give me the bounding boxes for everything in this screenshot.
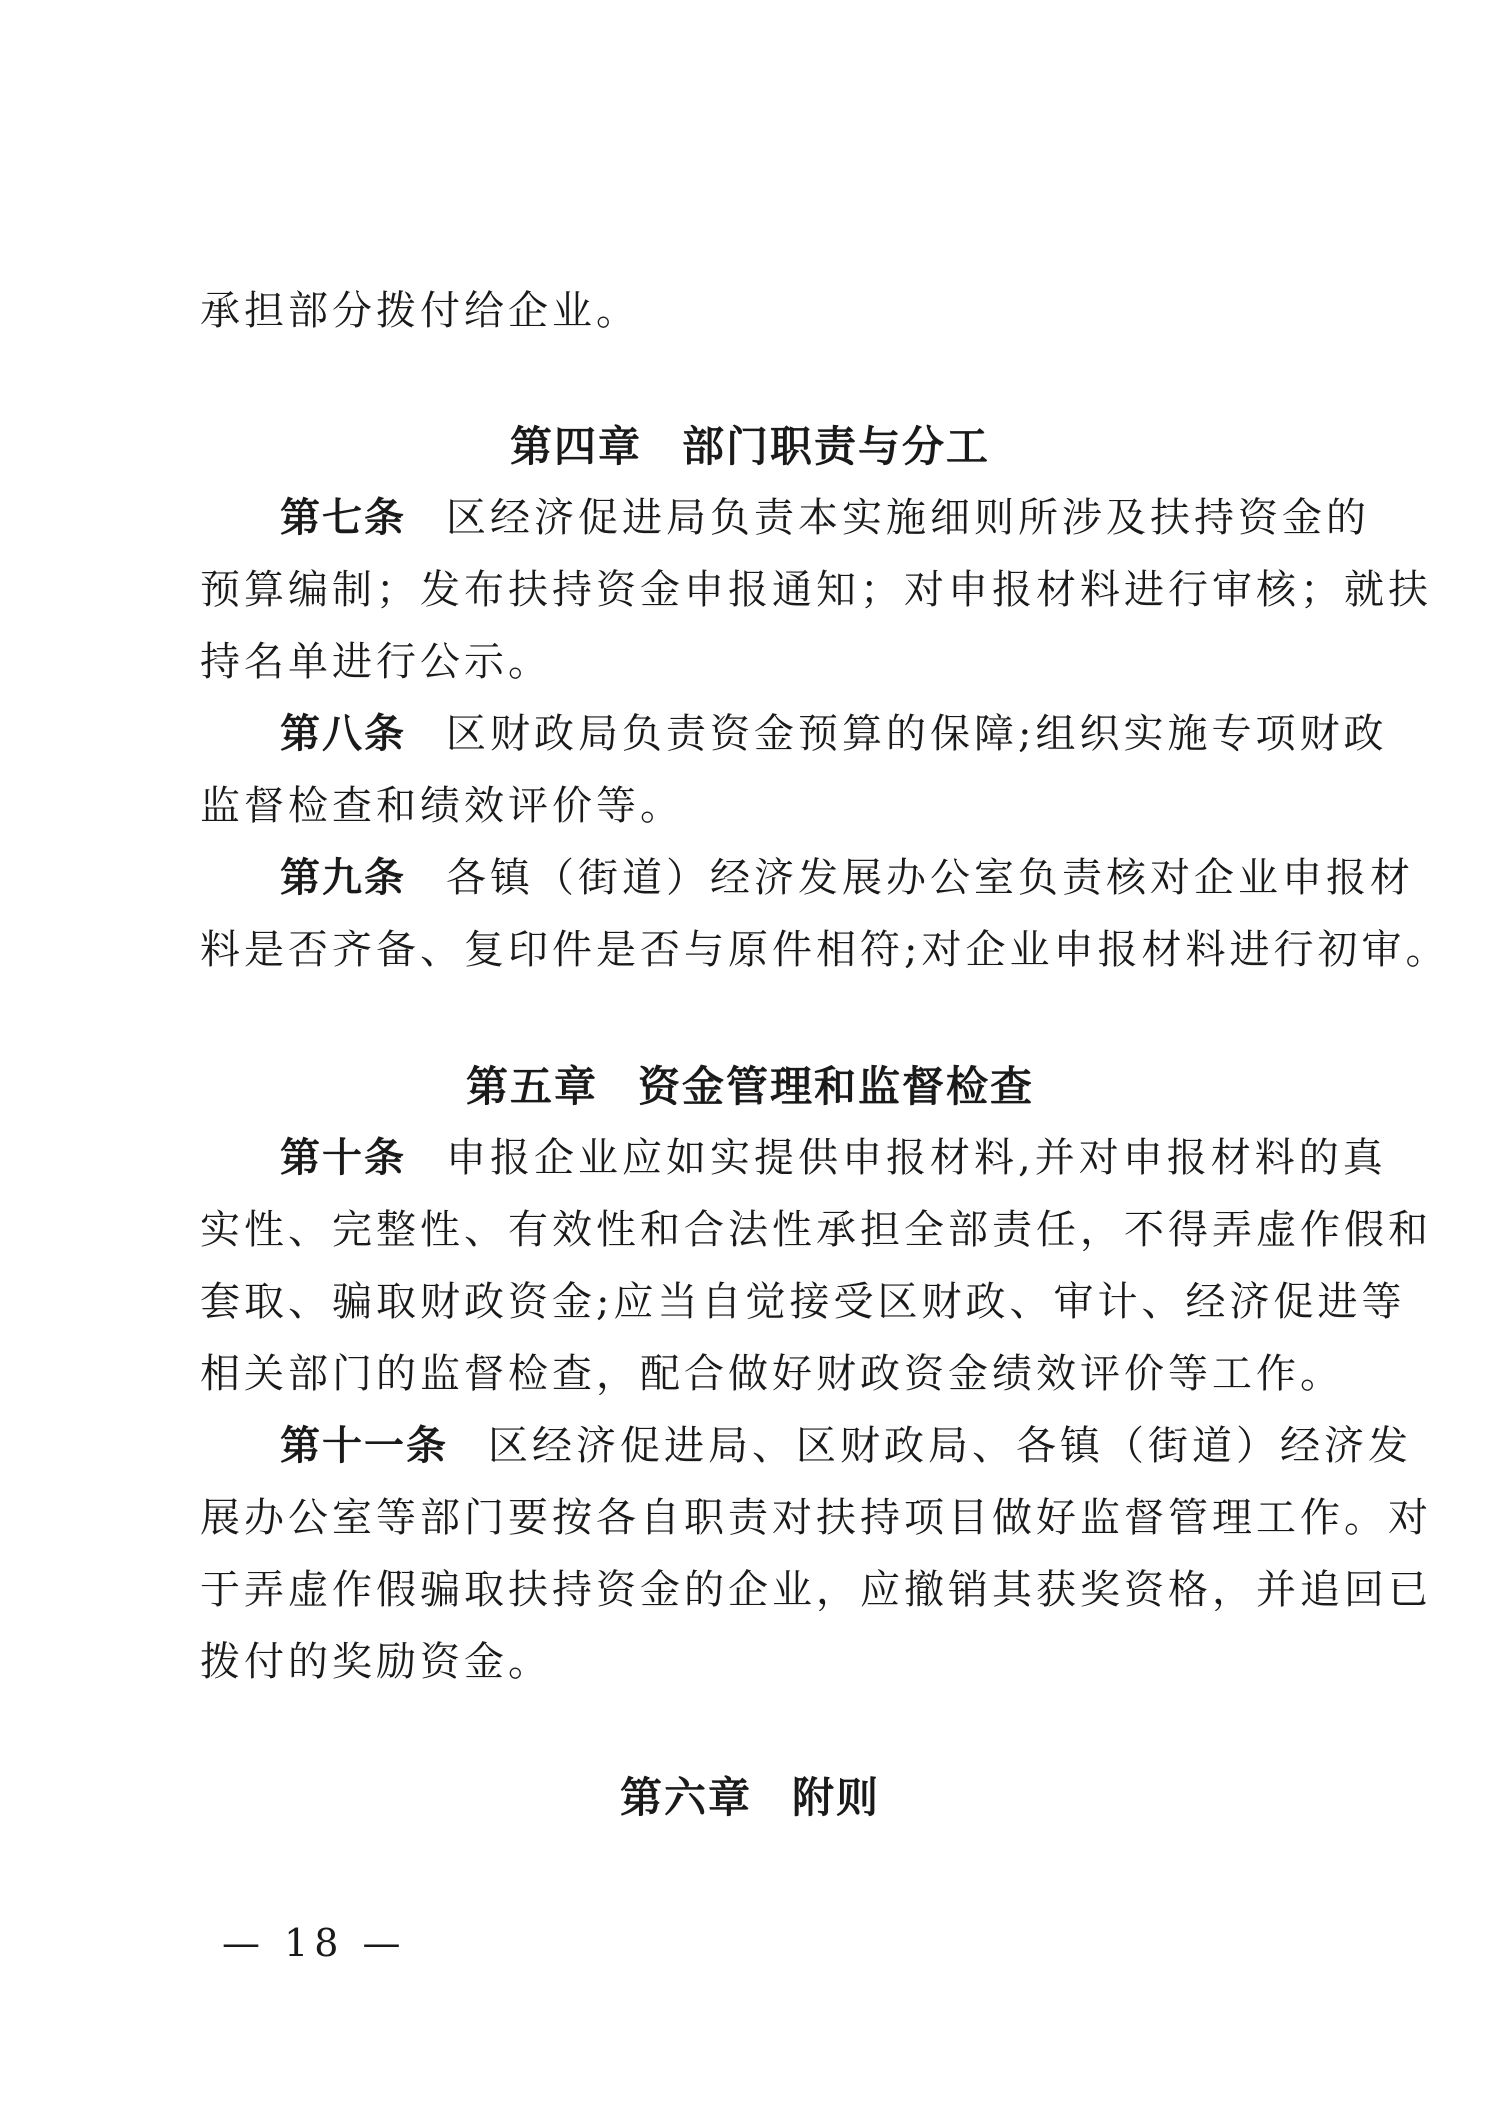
article-text: 各镇（街道）经济发展办公室负责核对企业申报材 [446, 855, 1414, 901]
chapter-number: 第六章 [619, 1773, 752, 1822]
chapter-title: 附则 [792, 1773, 881, 1822]
article-11-line-2: 展办公室等部门要按各自职责对扶持项目做好监督管理工作。对 [200, 1495, 1432, 1541]
article-text: 区经济促进局、区财政局、各镇（街道）经济发 [488, 1423, 1412, 1469]
page-number: — 18 — [222, 1921, 407, 1965]
article-11-line-4: 拨付的奖励资金。 [200, 1639, 552, 1685]
article-8-line-2: 监督检查和绩效评价等。 [200, 783, 684, 829]
article-7-line-3: 持名单进行公示。 [200, 639, 552, 685]
article-label: 第七条 [280, 494, 406, 541]
article-10-line-2: 实性、完整性、有效性和合法性承担全部责任，不得弄虚作假和 [200, 1207, 1432, 1253]
article-9-line-1 [280, 848, 1414, 908]
article-10-line-4: 相关部门的监督检查，配合做好财政资金绩效评价等工作。 [200, 1351, 1344, 1397]
article-9-line-2: 料是否齐备、复印件是否与原件相符;对企业申报材料进行初审。 [200, 927, 1450, 973]
article-text: 区经济促进局负责本实施细则所涉及扶持资金的 [446, 495, 1370, 541]
article-8-line-1 [280, 704, 1388, 764]
article-label: 第十一条 [280, 1422, 448, 1469]
chapter-title: 资金管理和监督检查 [638, 1062, 1035, 1111]
article-label: 第八条 [280, 710, 406, 757]
chapter-title: 部门职责与分工 [682, 422, 991, 471]
chapter-heading-5 [0, 1057, 1500, 1117]
article-10-line-3: 套取、骗取财政资金;应当自觉接受区财政、审计、经济促进等 [200, 1279, 1406, 1325]
article-text: 申报企业应如实提供申报材料,并对申报材料的真 [446, 1135, 1387, 1181]
article-label: 第十条 [280, 1134, 406, 1181]
article-text: 区财政局负责资金预算的保障;组织实施专项财政 [446, 711, 1388, 757]
article-10-line-1 [280, 1128, 1387, 1188]
chapter-heading-4 [0, 417, 1500, 477]
chapter-number: 第五章 [465, 1062, 598, 1111]
article-11-line-3: 于弄虚作假骗取扶持资金的企业，应撤销其获奖资格，并追回已 [200, 1567, 1432, 1613]
article-11-line-1 [280, 1416, 1412, 1476]
chapter-number: 第四章 [509, 422, 642, 471]
article-label: 第九条 [280, 854, 406, 901]
article-7-line-1 [280, 488, 1370, 548]
body-text-line: 承担部分拨付给企业。 [200, 288, 640, 334]
chapter-heading-6 [0, 1768, 1500, 1828]
article-7-line-2: 预算编制；发布扶持资金申报通知；对申报材料进行审核；就扶 [200, 567, 1432, 613]
